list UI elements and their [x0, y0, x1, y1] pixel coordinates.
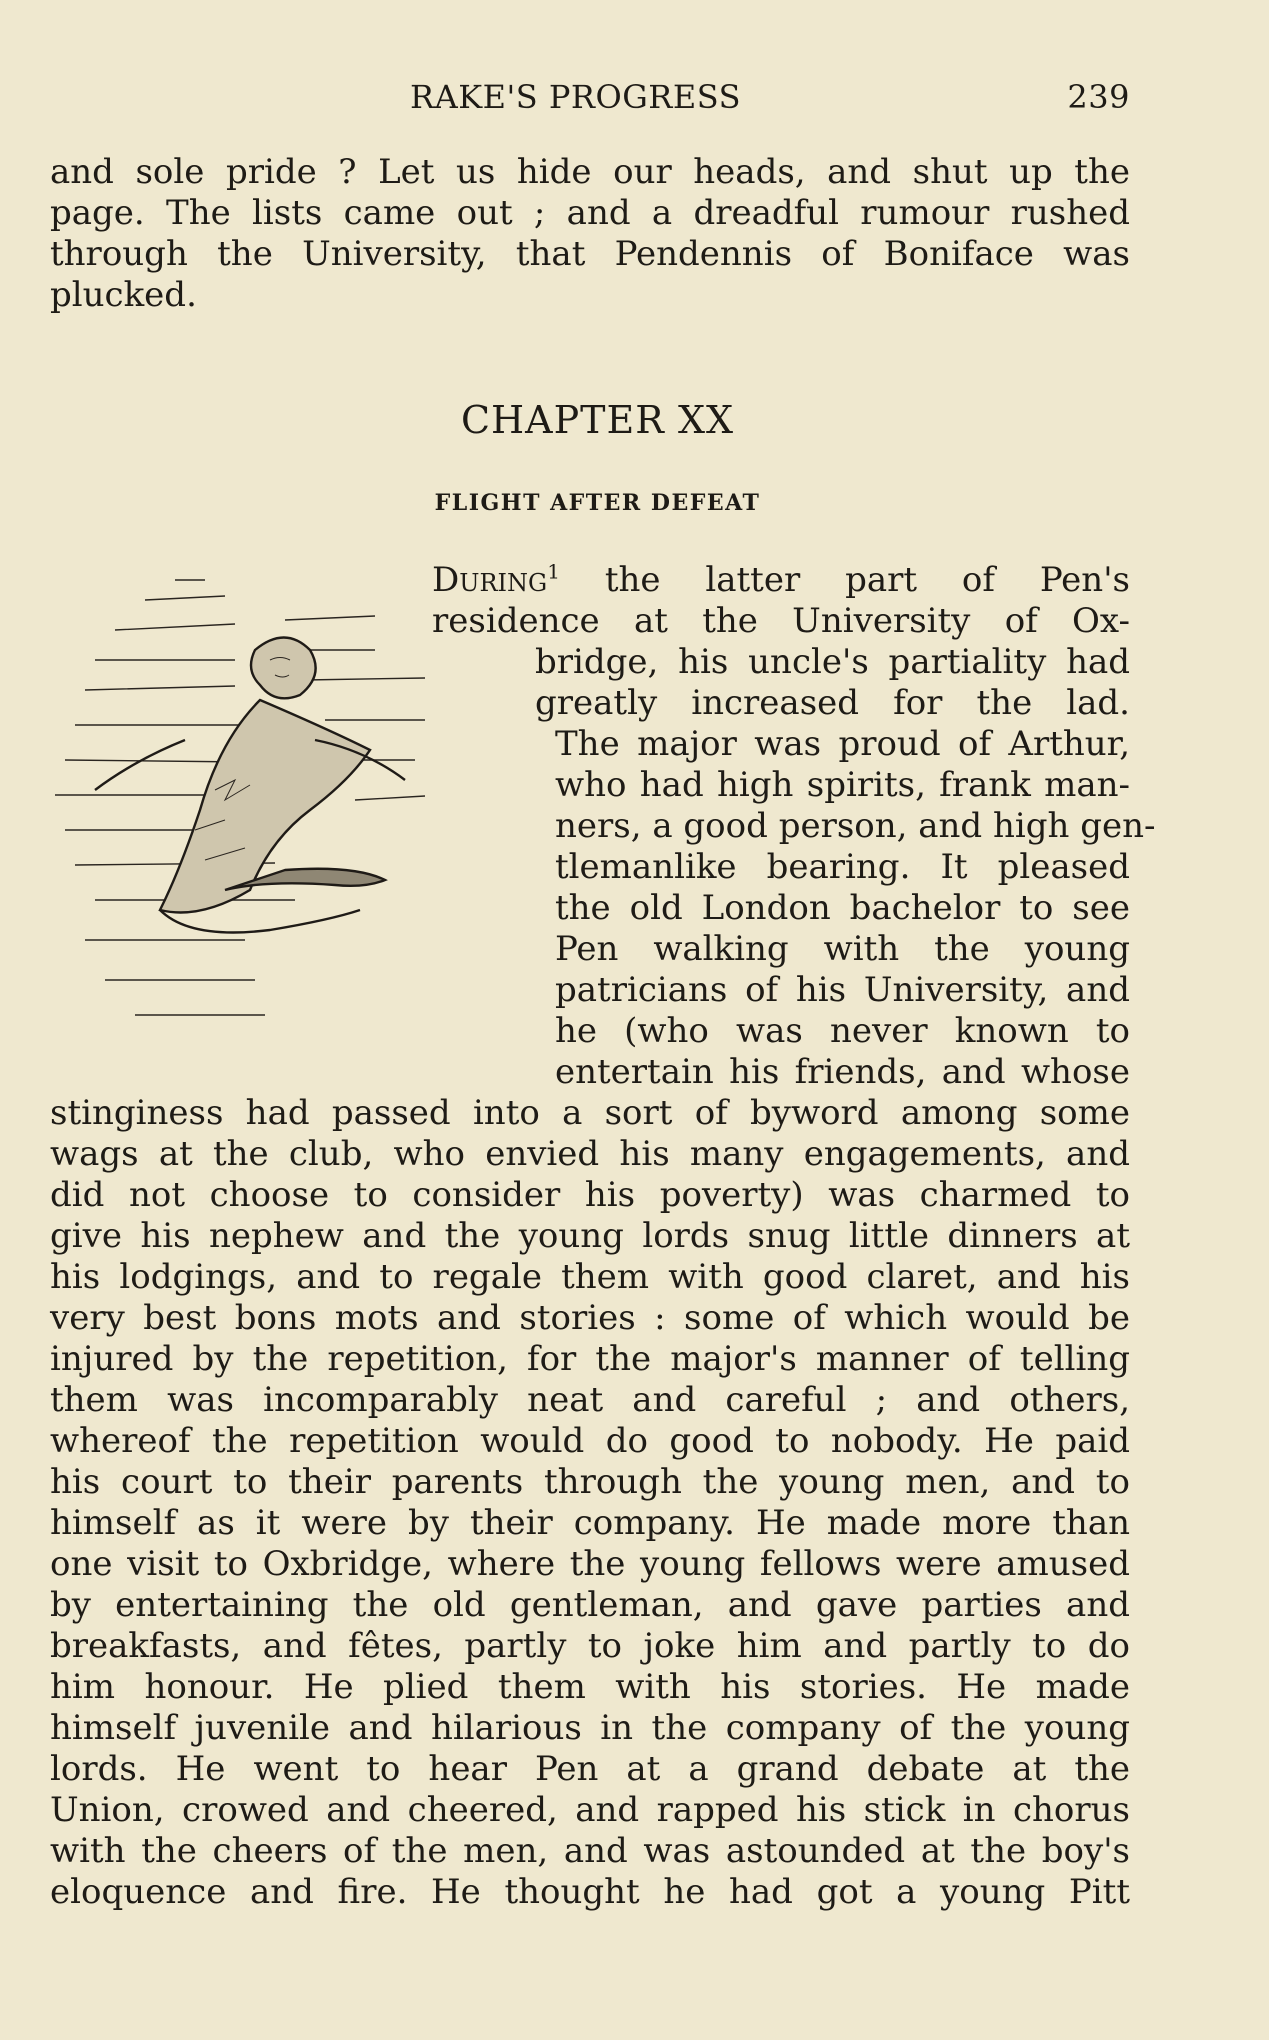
text-line: breakfasts, and fêtes, partly to joke him and partly to do [50, 1626, 1130, 1666]
text-line: bridge, his uncle's partiality had [535, 642, 1130, 682]
chapter-opening-indent2 [555, 724, 1156, 1093]
text-line: patricians of his University, and [555, 970, 1130, 1010]
text-line: very best bons mots and stories : some of which would be [50, 1298, 1130, 1338]
text-line: did not choose to consider his poverty) was charmed to [50, 1175, 1130, 1215]
first-line-rest: the latter part of Pen's [559, 560, 1130, 600]
text-line: them was incomparably neat and careful ; and others, [50, 1380, 1130, 1420]
text-line: he (who was never known to [555, 1011, 1130, 1051]
text-line: wags at the club, who envied his many engagements, and [50, 1134, 1130, 1174]
text-line: who had high spirits, frank man- [555, 765, 1130, 805]
text-line: and sole pride ? Let us hide our heads, and shut up the [50, 152, 1130, 192]
text-line: Union, crowed and cheered, and rapped his stick in chorus [50, 1790, 1130, 1830]
text-line: by entertaining the old gentleman, and gave parties and [50, 1585, 1130, 1625]
main-paragraph [50, 1093, 1130, 1913]
text-line: the old London bachelor to see [555, 888, 1130, 928]
drop-word: During [432, 560, 548, 600]
text-line: give his nephew and the young lords snug little dinners at [50, 1216, 1130, 1256]
text-line: greatly increased for the lad. [535, 683, 1130, 723]
text-line: residence at the University of Ox- [432, 601, 1130, 641]
text-line: Pen walking with the young [555, 929, 1130, 969]
text-line: stinginess had passed into a sort of byword among some [50, 1093, 1130, 1133]
text-line [432, 560, 1130, 601]
text-line: with the cheers of the men, and was astounded at the boy's [50, 1831, 1130, 1871]
text-line: himself as it were by their company. He made more than [50, 1503, 1130, 1543]
chapter-opening-indent1 [535, 642, 1130, 724]
text-line: injured by the repetition, for the major's manner of telling [50, 1339, 1130, 1379]
text-line: himself juvenile and hilarious in the company of the young [50, 1708, 1130, 1748]
text-line: page. The lists came out ; and a dreadful rumour rushed [50, 193, 1130, 233]
text-line: through the University, that Pendennis of Boniface was [50, 234, 1130, 274]
text-line: ners, a good person, and high gen- [555, 806, 1156, 846]
top-paragraph [50, 152, 1130, 316]
text-line: lords. He went to hear Pen at a grand debate at the [50, 1749, 1130, 1789]
page-number: 239 [1067, 78, 1130, 116]
text-line: one visit to Oxbridge, where the young fellows were amused [50, 1544, 1130, 1584]
text-line: him honour. He plied them with his stories. He made [50, 1667, 1130, 1707]
text-line: his lodgings, and to regale them with good claret, and his [50, 1257, 1130, 1297]
running-title: RAKE'S PROGRESS [410, 78, 742, 116]
text-line: eloquence and fire. He thought he had got a young Pitt [50, 1872, 1130, 1912]
text-line: entertain his friends, and whose [555, 1052, 1130, 1092]
text-line: tlemanlike bearing. It pleased [555, 847, 1130, 887]
chapter-title: FLIGHT AFTER DEFEAT [434, 490, 761, 516]
text-line: plucked. [50, 275, 197, 315]
chapter-opening [432, 560, 1130, 642]
text-line: The major was proud of Arthur, [555, 724, 1130, 764]
text-line: whereof the repetition would do good to nobody. He paid [50, 1421, 1130, 1461]
footnote-mark: 1 [547, 559, 560, 584]
chapter-number: CHAPTER XX [460, 398, 735, 442]
text-line: his court to their parents through the young men, and to [50, 1462, 1130, 1502]
